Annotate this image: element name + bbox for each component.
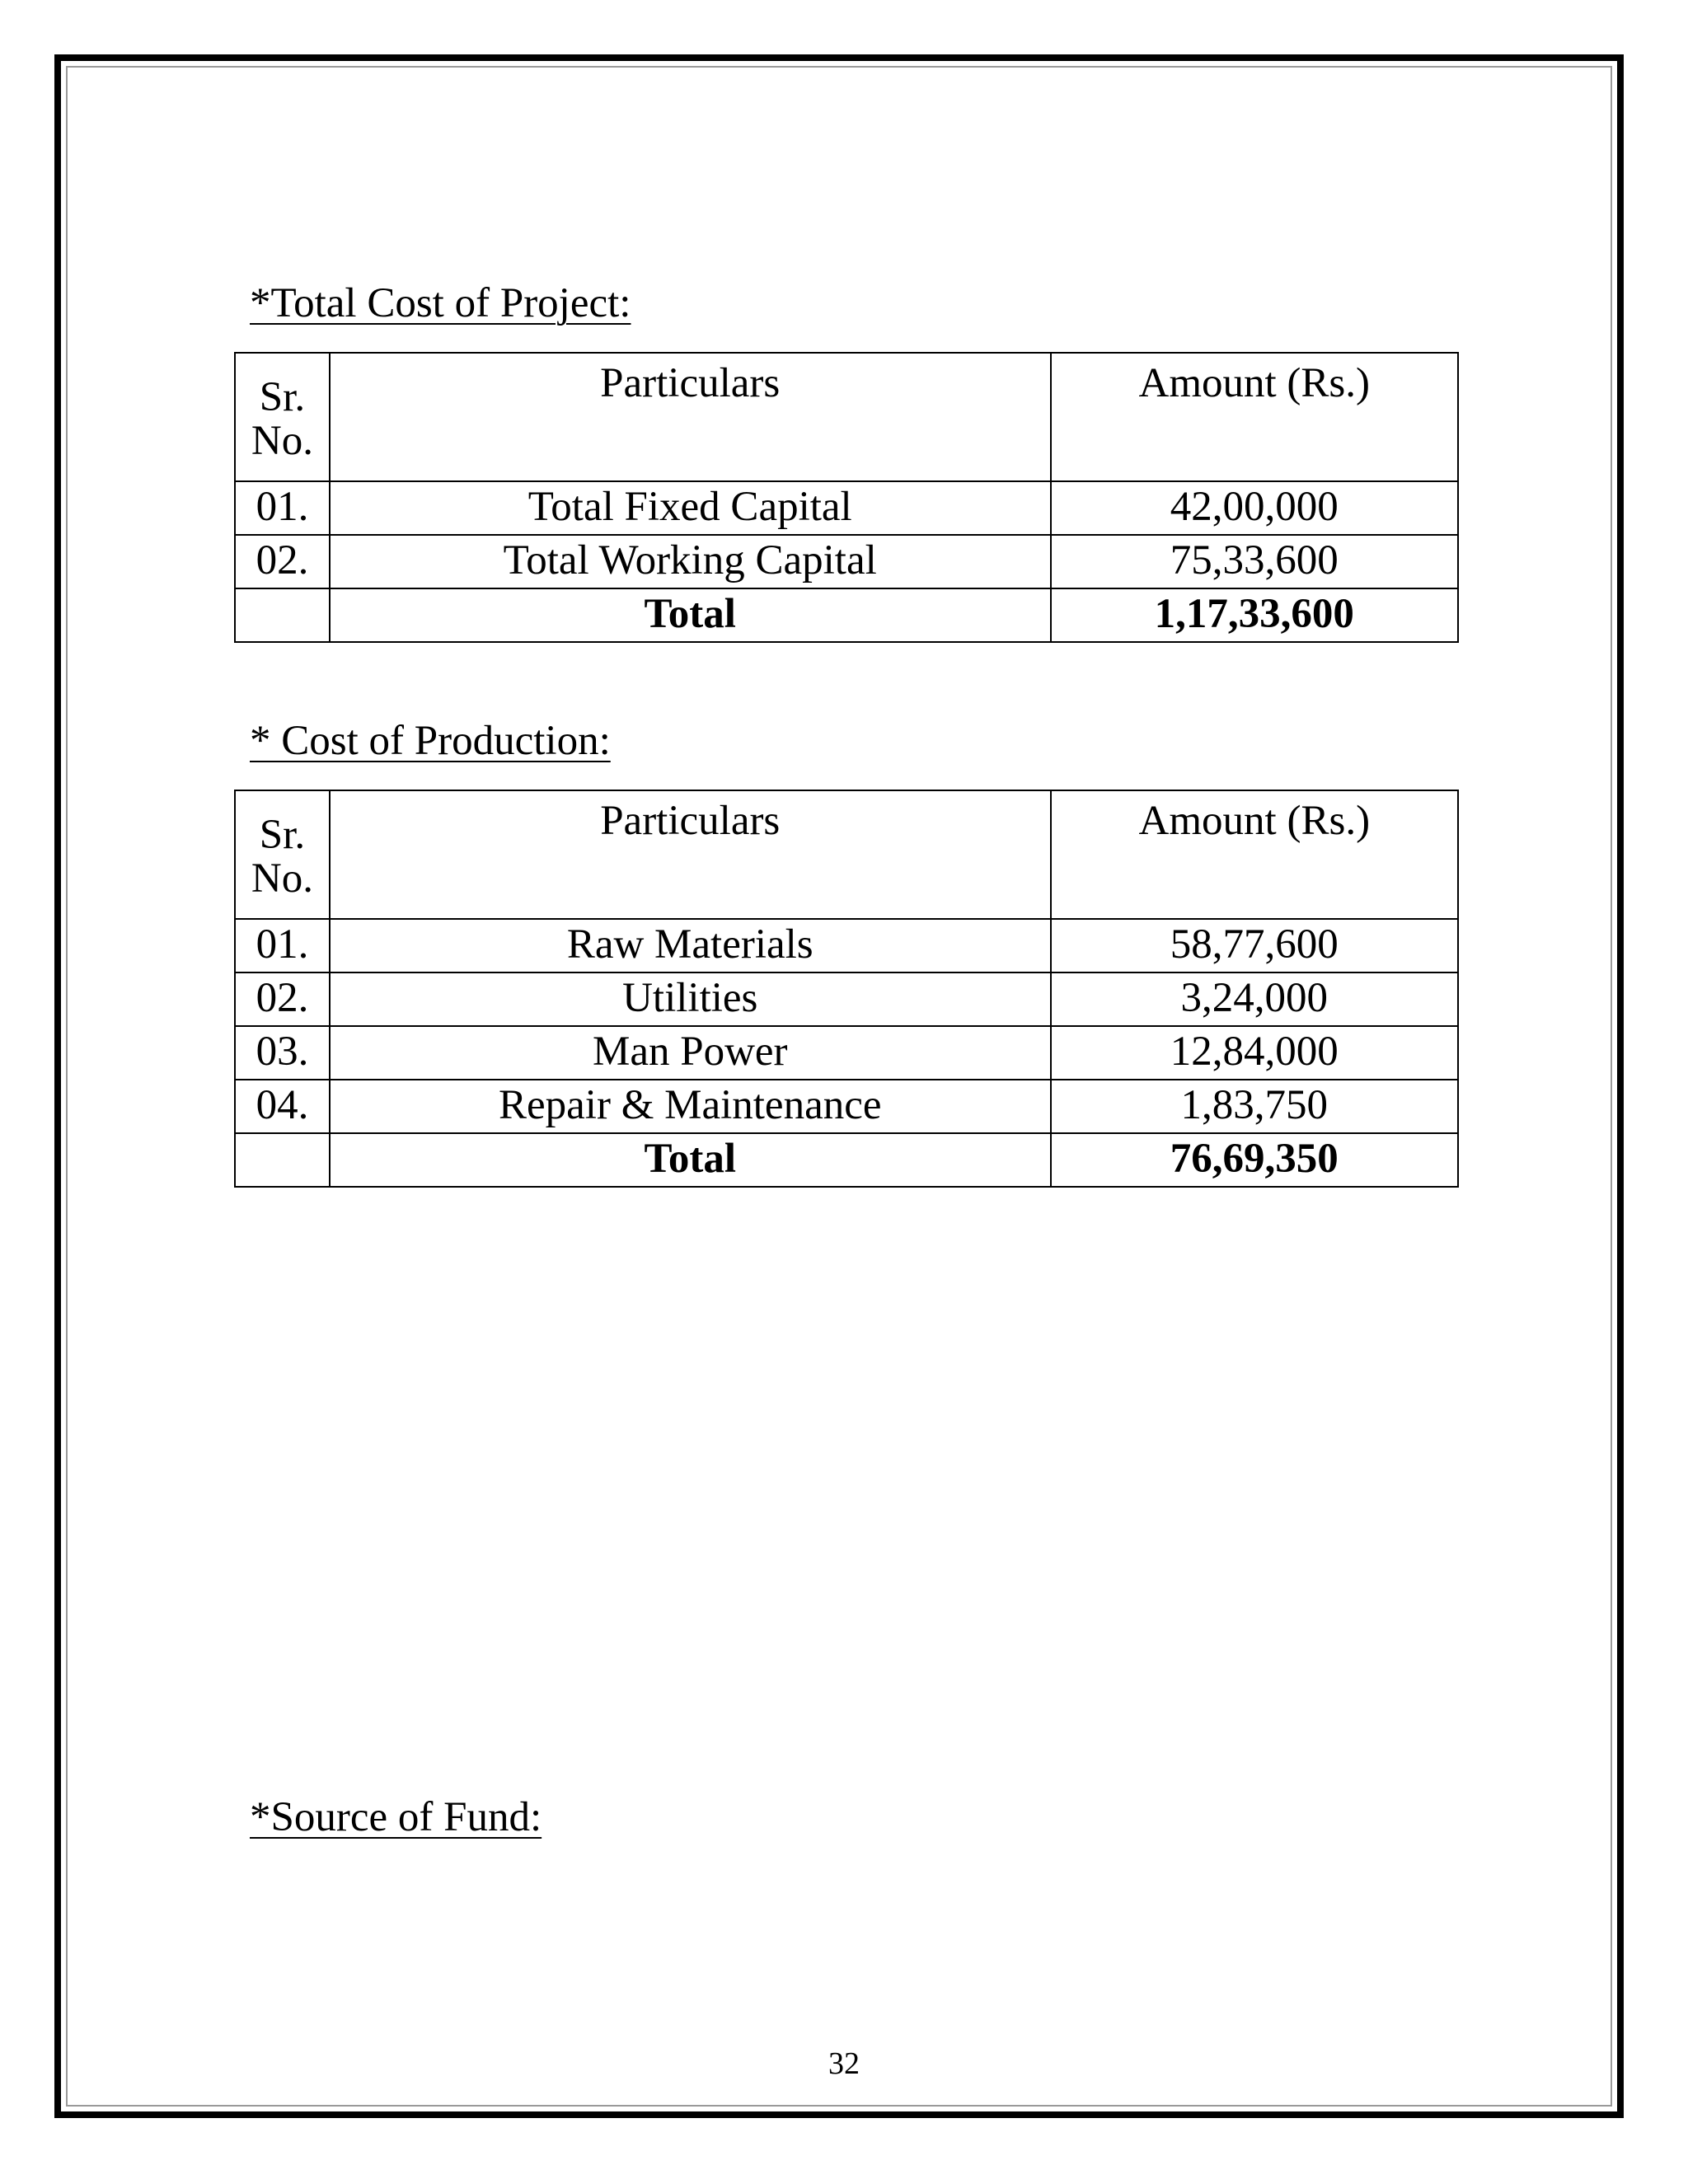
particulars-cell: Man Power <box>330 1026 1051 1080</box>
total-label: Total <box>330 1133 1051 1187</box>
table-row <box>235 535 1458 588</box>
project-cost-heading: *Total Cost of Project: <box>250 280 631 326</box>
table-row <box>235 919 1458 972</box>
table-header-row <box>235 353 1458 481</box>
particulars-cell: Total Fixed Capital <box>330 481 1051 535</box>
particulars-cell: Total Working Capital <box>330 535 1051 588</box>
amount-header: Amount (Rs.) <box>1051 353 1458 481</box>
amount-header: Amount (Rs.) <box>1051 790 1458 919</box>
amount-cell: 1,83,750 <box>1051 1080 1458 1133</box>
sr-cell: 03. <box>235 1026 330 1080</box>
production-cost-heading: * Cost of Production: <box>250 718 611 764</box>
sr-cell: 02. <box>235 535 330 588</box>
particulars-cell: Utilities <box>330 972 1051 1026</box>
sr-cell: 04. <box>235 1080 330 1133</box>
sr-cell: 01. <box>235 919 330 972</box>
particulars-header: Particulars <box>330 790 1051 919</box>
total-label: Total <box>330 588 1051 642</box>
table-row <box>235 481 1458 535</box>
table-row <box>235 1080 1458 1133</box>
source-of-fund-heading: *Source of Fund: <box>250 1794 542 1840</box>
production-cost-table <box>234 790 1459 1188</box>
sr-cell <box>235 1133 330 1187</box>
particulars-cell: Repair & Maintenance <box>330 1080 1051 1133</box>
amount-cell: 3,24,000 <box>1051 972 1458 1026</box>
page-number: 32 <box>828 2046 860 2081</box>
particulars-cell: Raw Materials <box>330 919 1051 972</box>
total-amount: 1,17,33,600 <box>1051 588 1458 642</box>
total-amount: 76,69,350 <box>1051 1133 1458 1187</box>
amount-cell: 12,84,000 <box>1051 1026 1458 1080</box>
sr-no-header: Sr. No. <box>235 353 330 481</box>
amount-cell: 42,00,000 <box>1051 481 1458 535</box>
project-cost-table <box>234 352 1459 643</box>
amount-cell: 58,77,600 <box>1051 919 1458 972</box>
particulars-header: Particulars <box>330 353 1051 481</box>
amount-cell: 75,33,600 <box>1051 535 1458 588</box>
table-header-row <box>235 790 1458 919</box>
sr-cell: 01. <box>235 481 330 535</box>
sr-cell <box>235 588 330 642</box>
total-row <box>235 1133 1458 1187</box>
sr-cell: 02. <box>235 972 330 1026</box>
sr-no-header: Sr. No. <box>235 790 330 919</box>
table-row <box>235 1026 1458 1080</box>
total-row <box>235 588 1458 642</box>
table-row <box>235 972 1458 1026</box>
